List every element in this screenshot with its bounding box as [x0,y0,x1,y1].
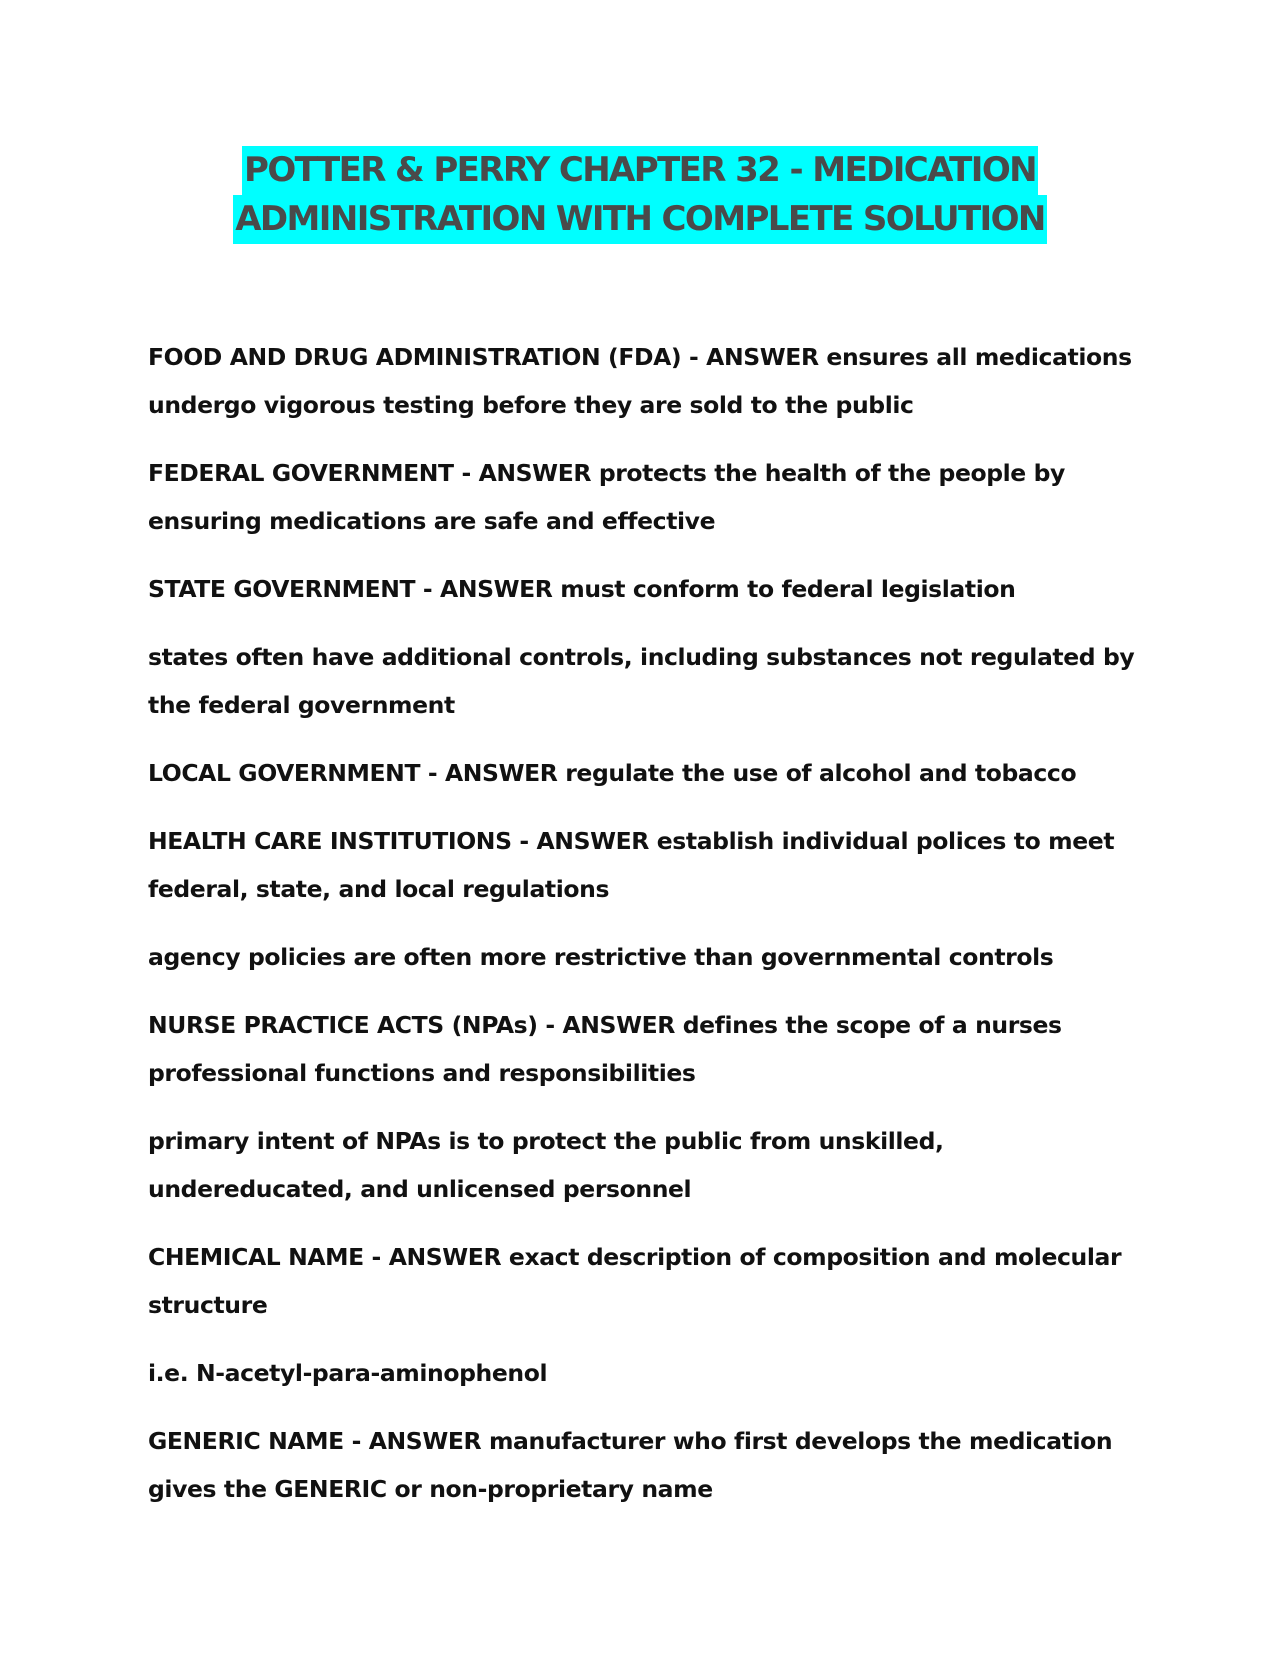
paragraph-chemical-example: i.e. N-acetyl-para-aminophenol [148,1359,548,1387]
paragraph-federal-government: FEDERAL GOVERNMENT - ANSWER protects the health of the people by ensuring medications are safe and effective [148,459,1065,535]
paragraph-fda: FOOD AND DRUG ADMINISTRATION (FDA) - ANSWER ensures all medications undergo vigorous testing before they are sold to the public [148,343,1132,419]
title-line-2: ADMINISTRATION WITH COMPLETE SOLUTION [233,195,1047,244]
document-body [148,333,1148,1533]
paragraph-npa-intent: primary intent of NPAs is to protect the public from unskilled, undereducated, and unlicensed personnel [148,1127,944,1203]
paragraph-local-government: LOCAL GOVERNMENT - ANSWER regulate the use of alcohol and tobacco [148,759,1077,787]
paragraph-chemical-name: CHEMICAL NAME - ANSWER exact description of composition and molecular structure [148,1243,1122,1319]
paragraph-health-care-institutions: HEALTH CARE INSTITUTIONS - ANSWER establish individual polices to meet federal, state, and local regulations [148,827,1115,903]
document-title [0,146,1280,244]
paragraph-state-government: STATE GOVERNMENT - ANSWER must conform to federal legislation [148,575,1016,603]
paragraph-generic-name: GENERIC NAME - ANSWER manufacturer who first develops the medication gives the GENERIC or non-proprietary name [148,1427,1113,1503]
title-line-1: POTTER & PERRY CHAPTER 32 - MEDICATION [242,146,1038,195]
paragraph-state-controls: states often have additional controls, including substances not regulated by the federal government [148,643,1135,719]
paragraph-agency-policies: agency policies are often more restrictive than governmental controls [148,943,1054,971]
paragraph-nurse-practice-acts: NURSE PRACTICE ACTS (NPAs) - ANSWER defines the scope of a nurses professional functions and responsibilities [148,1011,1062,1087]
